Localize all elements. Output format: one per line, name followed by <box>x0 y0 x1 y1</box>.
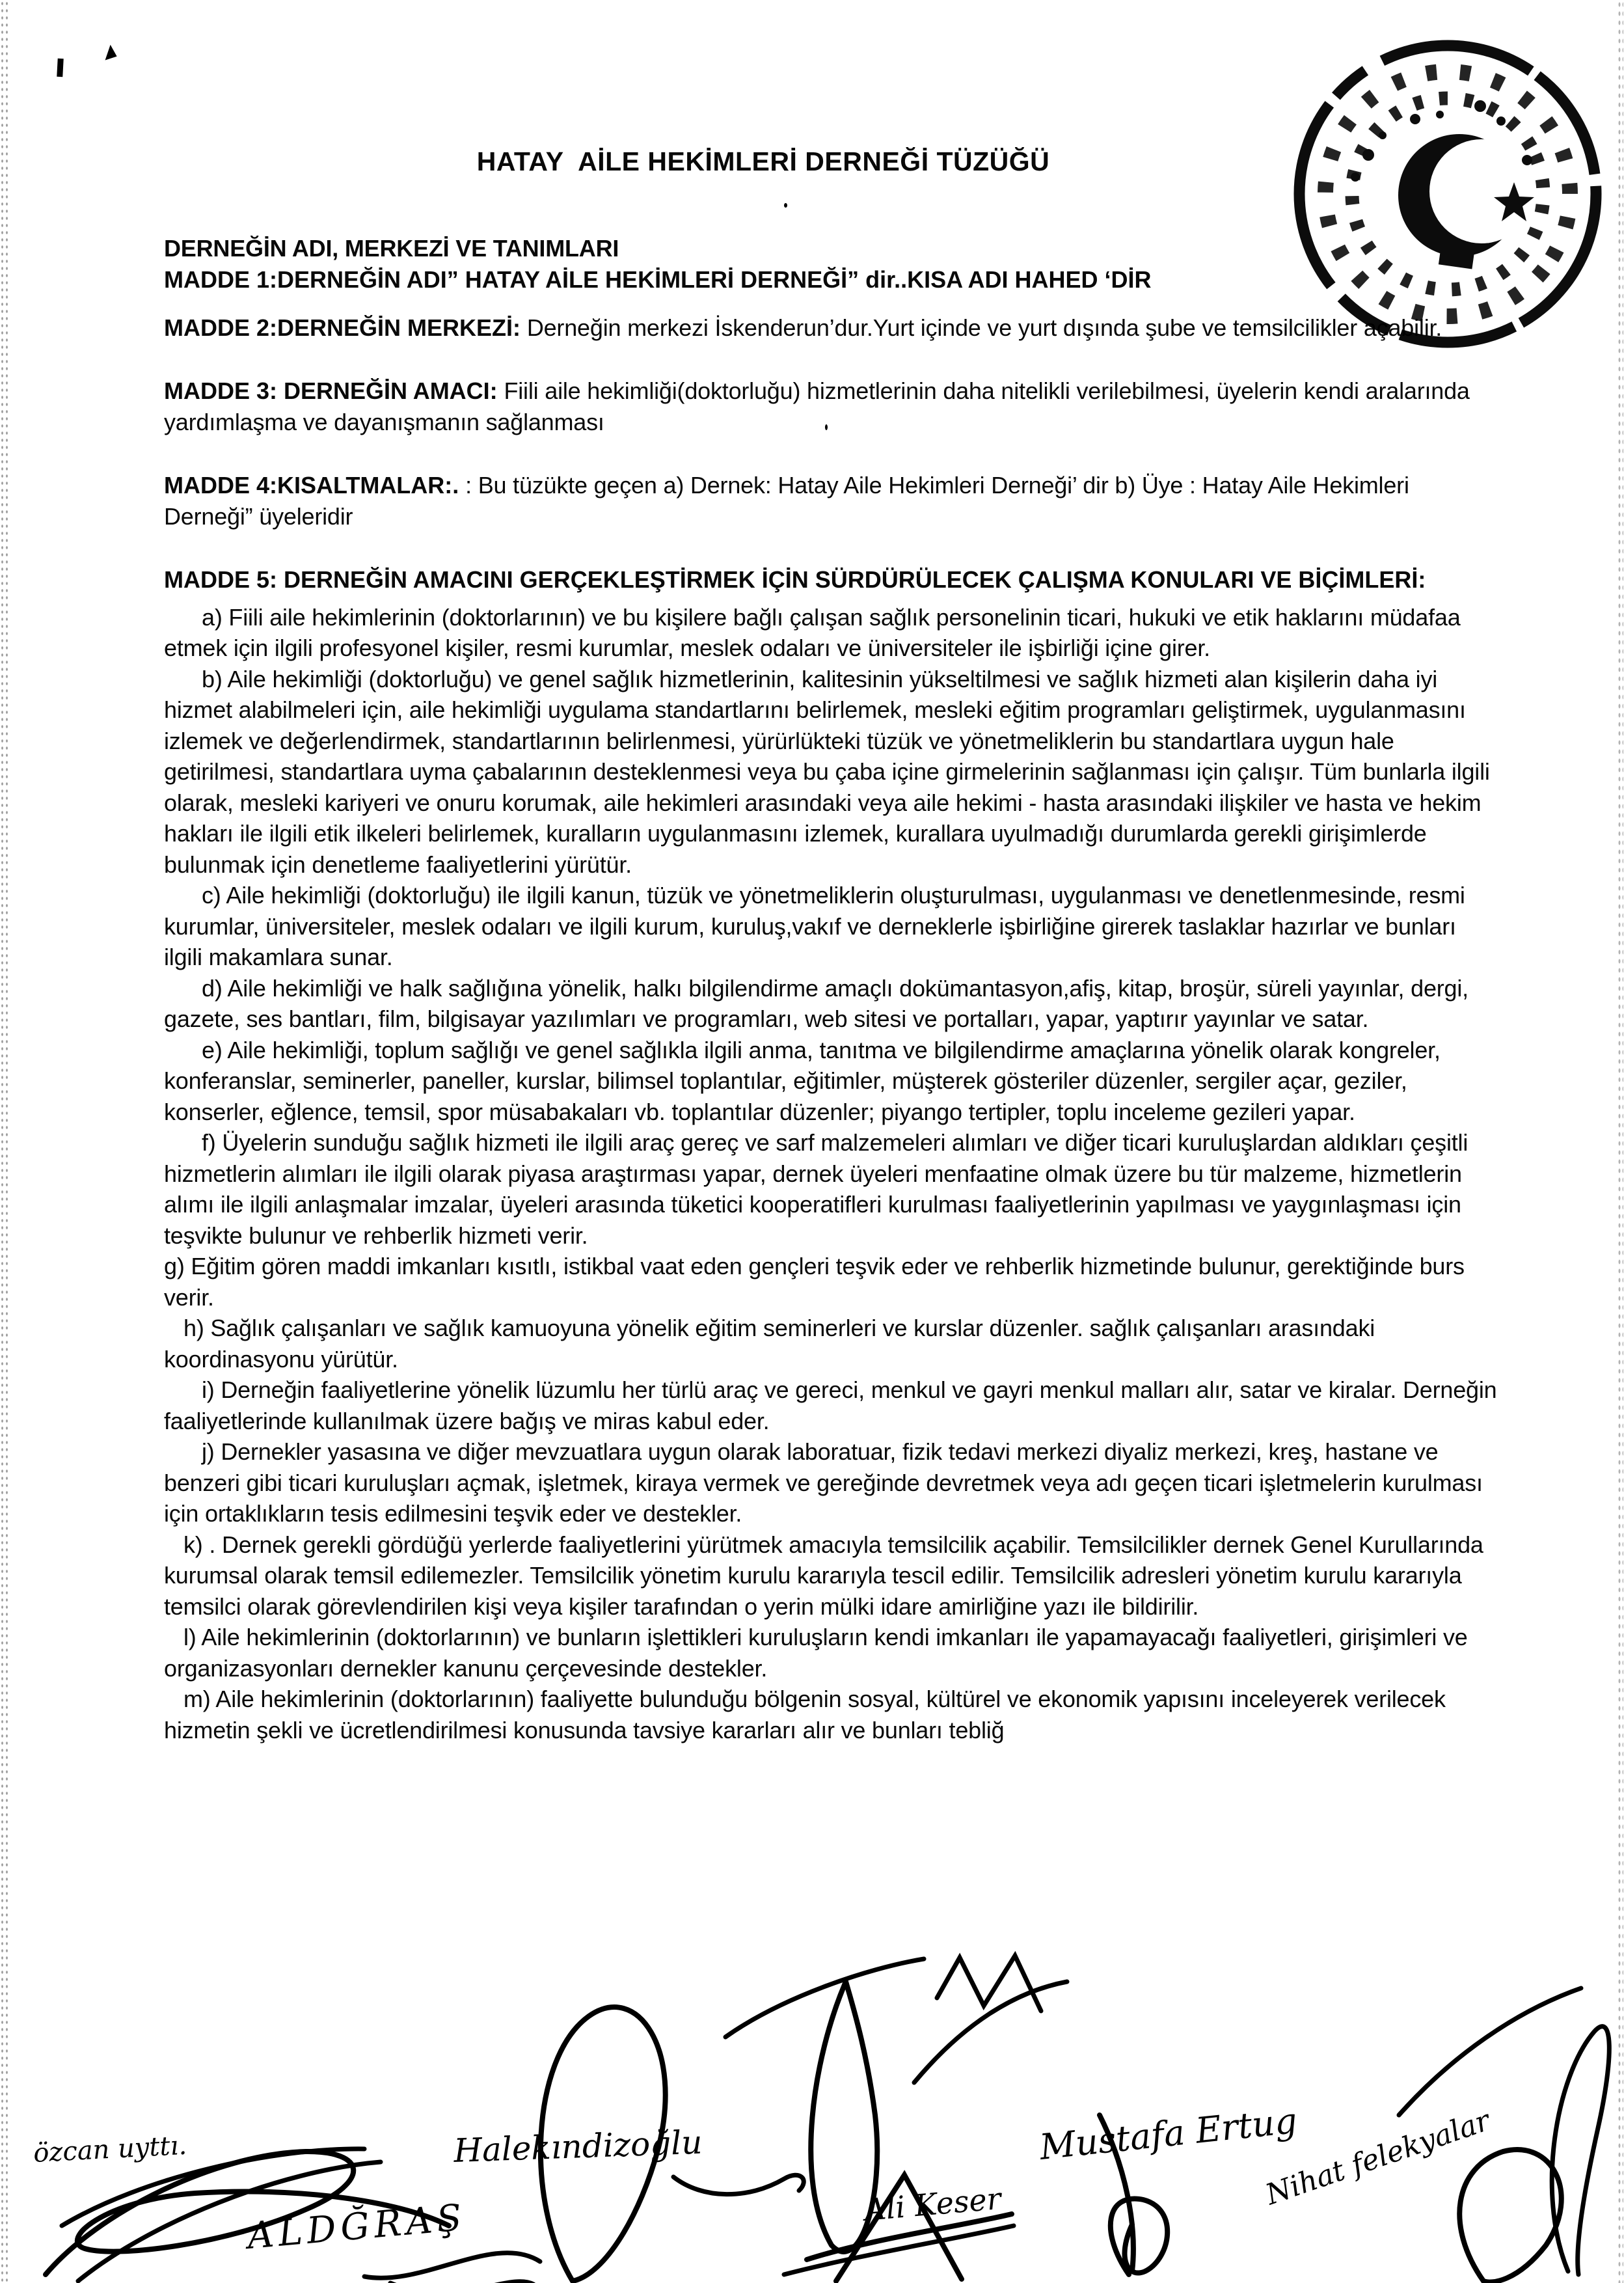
signature-flourish <box>1399 1988 1581 2115</box>
section-heading: DERNEĞİN ADI, MERKEZİ VE TANIMLARI <box>164 235 619 262</box>
handwritten-name: Nihat felekyalar <box>1261 2103 1495 2212</box>
article-text: e) Aile hekimliği, toplum sağlığı ve genel sağlıkla ilgili anma, tanıtma ve bilgilendirme amaçlarına yönelik olarak kongreler, konferanslar, seminerler, paneller, kurslar, bilimsel toplantılar, eğitimler, müşterek gösteriler düzenler, sergiler açar, geziler, konserler, eğlence, temsil, spor müsabakaları vb. toplantılar düzenler; piyango tertipler, toplu inceleme gezileri yapar. <box>164 1036 1441 1125</box>
scan-artifact-mark <box>57 59 63 77</box>
article-paragraph <box>164 1127 1499 1251</box>
document-title: HATAY AİLE HEKİMLERİ DERNEĞİ TÜZÜĞÜ <box>476 146 1050 176</box>
article-paragraph <box>164 1374 1499 1436</box>
article-text: c) Aile hekimliği (doktorluğu) ile ilgili kanun, tüzük ve yönetmeliklerin oluşturulması, uygulanması ve denetlenmesinde, resmi kurumlar, üniversiteler, meslek odaları ve ilgili kurum, kuruluş,vakıf ve derneklerle işbirliğine girerek taslaklar hazırlar ve bunları ilgili makamlara sunar. <box>164 882 1465 970</box>
article-label: MADDE 2:DERNEĞİN MERKEZİ: <box>164 314 521 341</box>
handwritten-name: Ali Keser <box>863 2180 1003 2228</box>
article-text: Derneğin merkezi İskenderun’dur.Yurt içinde ve yurt dışında şube ve temsilcilikler açabilir. <box>521 314 1442 341</box>
signature-flourish <box>364 2253 540 2283</box>
handwritten-name: Mustafa Ertug <box>1037 2099 1299 2168</box>
article-text: m) Aile hekimlerinin (doktorlarının) faaliyette bulunduğu bölgenin sosyal, kültürel ve ekonomik yapısını inceleyerek verilecek hizmetin şekli ve ücretlendirilmesi konusunda tavsiye kararları alır ve bunları tebliğ <box>164 1686 1446 1743</box>
article-text: i) Derneğin faaliyetlerine yönelik lüzumlu her türlü araç ve gereci, menkul ve gayri menkul malları alır, satar ve kiralar. Derneğin faaliyetlerinde kullanılmak üzere bağış ve miras kabul eder. <box>164 1376 1497 1434</box>
article-text: k) . Dernek gerekli gördüğü yerlerde faaliyetlerini yürütmek amacıyla temsilcilik açabilir. Temsilcilikler dernek Genel Kurullarında kurumsal olarak temsil edilemezler. Temsilcilik yönetim kurulu kararıyla tescil edilir. Temsilcilik adresleri yönetim kurulu kararıyla temsilci olarak görevlendirilen kişi veya kişiler tarafından o yerin mülki idare amirliğine yazı ile bildirilir. <box>164 1531 1483 1620</box>
article-paragraph <box>164 564 1499 595</box>
article-paragraph <box>164 1035 1499 1128</box>
article-text: Fiili aile hekimliği(doktorluğu) hizmetlerinin daha nitelikli verilebilmesi, üyelerin kendi aralarında yardımlaşma ve dayanışmanın sağlanması <box>164 377 1470 435</box>
article-text: h) Sağlık çalışanları ve sağlık kamuoyuna yönelik eğitim seminerleri ve kurslar düzenler. sağlık çalışanları arasındaki koordinasyonu yürütür. <box>164 1315 1375 1373</box>
article-paragraph <box>164 1529 1499 1622</box>
signature-flourish <box>937 1956 1041 2011</box>
handwritten-note: özcan uyttı. <box>33 2130 188 2168</box>
signature-loop <box>1459 2150 1561 2282</box>
articles-container <box>164 264 1499 1745</box>
scan-artifact-mark <box>101 44 116 61</box>
handwritten-name: ALDĞRAŞ <box>245 2196 468 2258</box>
article-text: f) Üyelerin sunduğu sağlık hizmeti ile ilgili araç gereç ve sarf malzemeleri alımları ve diğer ticari kuruluşlardan aldıkları çeşitli hizmetlerin alımları ile ilgili olarak piyasa araştırması yapar, dernek üyeleri menfaatine olmak üzere bu tür malzeme, hizmetlerin alımı ile ilgili anlaşmalar imzalar, üyeleri arasında tüketici kooperatifleri kurulması faaliyetlerinin yapılması ve yaygınlaşması için teşvikte bulunur ve rehberlik hizmeti verir. <box>164 1129 1468 1249</box>
article-paragraph <box>164 1436 1499 1529</box>
article-paragraph <box>164 376 1499 437</box>
article-text: : Bu tüzükte geçen a) Dernek: Hatay Aile Hekimleri Derneği’ dir b) Üye : Hatay Aile Hekimleri Derneği” üyeleridir <box>164 472 1409 530</box>
article-paragraph <box>164 470 1499 532</box>
signature-flourish <box>1552 2027 1609 2275</box>
crescent-and-star-icon <box>1398 134 1534 269</box>
article-paragraph <box>164 973 1499 1035</box>
article-label: MADDE 5: DERNEĞİN AMACINI GERÇEKLEŞTİRMEK İÇİN SÜRDÜRÜLECEK ÇALIŞMA KONULARI VE BİÇİMLERİ: <box>164 566 1426 593</box>
signature-tail <box>673 2175 804 2194</box>
article-paragraph <box>164 1313 1499 1374</box>
official-stamp-seal <box>1285 38 1610 363</box>
article-text: b) Aile hekimliği (doktorluğu) ve genel sağlık hizmetlerinin, kalitesinin yükseltilmesi ve sağlık hizmeti alan kişilerin daha iyi hizmet alabilmeleri için, aile hekimliği uygulama standartlarını belirlemek, mesleki eğitim programları geliştirmek, uygulanmasını izlemek ve değerlendirmek, standartlarının belirlenmesi, yürürlükteki tüzük ve yönetmeliklerin bu standartlara uygun hale getirilmesi, standartlara uyma çabalarının desteklenmesi veya bu çaba içine girmelerinin sağlanması için çalışır. Tüm bunlarla ilgili olarak, mesleki kariyeri ve onuru korumak, aile hekimleri arasındaki veya aile hekimi - hasta arasındaki ilişkiler ve hasta ve hekim hakları ile ilgili etik ilkeleri belirlemek, kuralların uygulanmasını izlemek, kurallara uyulmadığı durumlarda gerekli girişimlerde bulunmak için denetleme faaliyetlerini yürütür. <box>164 665 1490 878</box>
article-text: j) Dernekler yasasına ve diğer mevzuatlara uygun olarak laboratuar, fizik tedavi merkezi diyaliz merkezi, kreş, hastane ve benzeri gibi ticari kuruluşları açmak, işletmek, kiraya vermek ve gereğinde devretmek veya adı geçen ticari işletmelerin kurulması için ortaklıkların tesis edilmesini teşvik eder ve destekler. <box>164 1438 1483 1527</box>
article-text: g) Eğitim gören maddi imkanları kısıtlı, istikbal vaat eden gençleri teşvik eder ve rehberlik hizmetinde bulunur, gerektiğinde burs verir. <box>164 1253 1465 1311</box>
article-label: MADDE 1:DERNEĞİN ADI” HATAY AİLE HEKİMLERİ DERNEĞİ” dir..KISA ADI HAHED ‘DİR <box>164 266 1152 293</box>
article-text: l) Aile hekimlerinin (doktorlarının) ve bunların işlettikleri kuruluşların kendi imkanları ile yapamayacağı faaliyetleri, girişimleri ve organizasyonları dernekler kanunu çerçevesinde destekler. <box>164 1624 1468 1682</box>
article-paragraph <box>164 602 1499 664</box>
signatures-area <box>0 1920 1624 2283</box>
signature-flourish <box>725 1959 1067 2083</box>
article-paragraph <box>164 1622 1499 1684</box>
article-paragraph <box>164 1251 1499 1313</box>
article-paragraph <box>164 664 1499 881</box>
article-text: a) Fiili aile hekimlerinin (doktorlarının) ve bu kişilere bağlı çalışan sağlık personelinin ticari, hukuki ve etik haklarını müdafaa etmek için ilgili profesyonel kişiler, resmi kurumlar, meslek odaları ve üniversiteler ile işbirliği içine girer. <box>164 603 1461 661</box>
handwritten-name: Halekındizoğlu <box>453 2123 703 2170</box>
article-label: MADDE 4:KISALTMALAR:. <box>164 472 459 499</box>
article-paragraph <box>164 1684 1499 1745</box>
article-paragraph <box>164 880 1499 973</box>
signature-underline <box>784 2226 1014 2275</box>
document-body <box>164 146 1499 1745</box>
article-text: d) Aile hekimliği ve halk sağlığına yönelik, halkı bilgilendirme amaçlı dokümantasyon,afiş, kitap, broşür, süreli yayınlar, dergi, gazete, ses bantları, film, bilgisayar yazılımları ve programları, web sitesi ve portalları, yapar, yaptırır yayınlar ve satar. <box>164 974 1468 1032</box>
article-label: MADDE 3: DERNEĞİN AMACI: <box>164 377 498 404</box>
